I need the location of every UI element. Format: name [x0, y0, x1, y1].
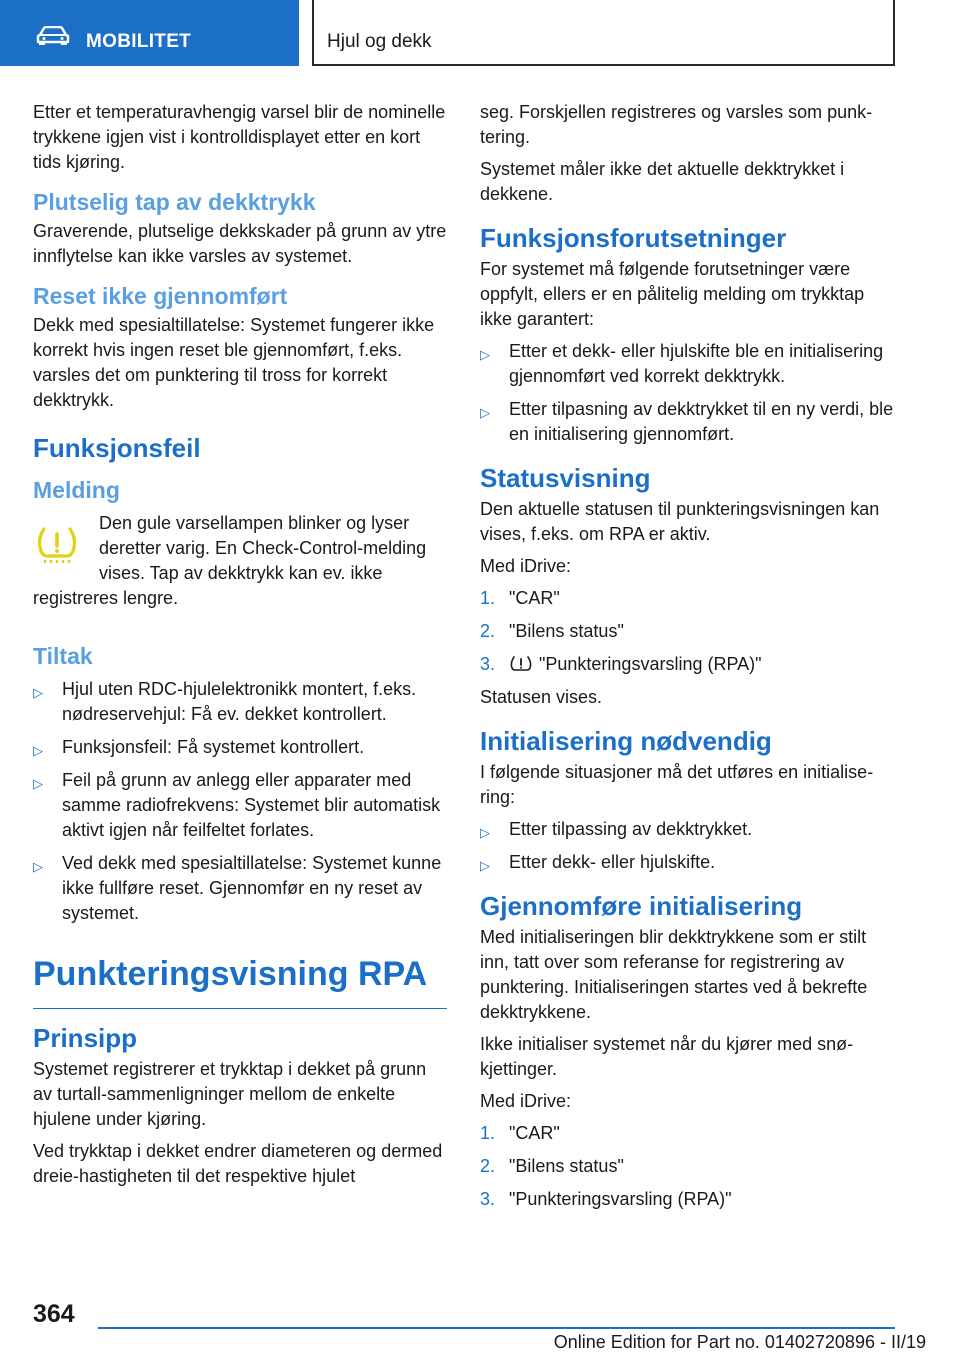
- triangle-bullet-icon: ▷: [480, 858, 490, 873]
- triangle-bullet-icon: ▷: [33, 743, 43, 758]
- heading-funksjonsforutsetninger: Funksjonsforutsetninger: [480, 223, 787, 253]
- heading-gjennomfore: Gjennomføre initialisering: [480, 891, 803, 921]
- paragraph: For systemet må følgende forutsetninger være oppfylt, ellers er en pålitelig melding om trykktap ikke garantert:: [480, 259, 865, 329]
- paragraph: seg. Forskjellen registreres og varsles som punktering.: [480, 102, 873, 147]
- heading-funksjonsfeil: Funksjonsfeil: [33, 433, 201, 463]
- paragraph: Graverende, plutselige dekkskader på grunn av ytre innflytelse kan ikke varsles av systemet.: [33, 221, 447, 266]
- tire-pressure-warning-icon: [35, 525, 79, 565]
- list-item: ▷ Funksjonsfeil: Få systemet kontrollert.: [33, 735, 447, 760]
- triangle-bullet-icon: ▷: [480, 405, 490, 420]
- subheading-melding: Melding: [33, 477, 120, 503]
- right-column: [480, 100, 894, 1220]
- triangle-bullet-icon: ▷: [33, 859, 43, 874]
- chapter-heading-rpa: Punkteringsvisning RPA: [33, 952, 447, 1009]
- footer-edition-link[interactable]: Online Edition for Part no. 01402720896 - II/19: [553, 1332, 926, 1352]
- car-icon: [36, 26, 70, 46]
- triangle-bullet-icon: ▷: [33, 685, 43, 700]
- chapter-tab-label: MOBILITET: [86, 31, 192, 52]
- warning-text-continued: registreres lengre.: [33, 588, 179, 608]
- footer-divider: [98, 1327, 895, 1329]
- list-item: 1. "CAR": [480, 588, 560, 608]
- list-item: ▷ Etter dekk- eller hjulskifte.: [480, 850, 894, 875]
- left-column: [33, 100, 447, 1196]
- page-number: 364: [33, 1300, 75, 1328]
- paragraph: Den aktuelle statusen til punkteringsvisningen kan vises, f.eks. om RPA er aktiv.: [480, 499, 880, 544]
- tire-pressure-warning-icon: [509, 655, 533, 673]
- paragraph: Etter et temperaturavhengig varsel blir de nominelle trykkene igjen vist i kontrolldisplayet etter en kort tids kjøring.: [33, 102, 446, 172]
- chapter-tab[interactable]: [0, 0, 299, 66]
- list-item: 2. "Bilens status": [480, 621, 624, 641]
- subheading-plutselig: Plutselig tap av dekktrykk: [33, 189, 316, 215]
- subheading-reset: Reset ikke gjennomført: [33, 283, 288, 309]
- warning-message-block: [33, 511, 447, 611]
- list-item: ▷ Etter et dekk- eller hjulskifte ble en initialisering gjennomført ved korrekt dekktrykk.: [480, 341, 884, 386]
- triangle-bullet-icon: ▷: [480, 347, 490, 362]
- heading-initialisering: Initialisering nødvendig: [480, 726, 772, 756]
- list-item: 2. "Bilens status": [480, 1156, 624, 1176]
- list-item: ▷ Feil på grunn av anlegg eller apparater med samme radiofrekvens: Systemet blir automatisk aktivt igjen når feilfeltet forlates.: [33, 770, 441, 840]
- paragraph: Dekk med spesialtillatelse: Systemet fungerer ikke korrekt hvis ingen reset ble gjennomført, f.eks. varsles det om punktering til tross for korrekt dekktrykk.: [33, 315, 435, 410]
- paragraph: Ikke initialiser systemet når du kjører med snøkjettinger.: [480, 1034, 854, 1079]
- heading-prinsipp: Prinsipp: [33, 1023, 138, 1053]
- list-item: 3. "Punkteringsvarsling (RPA)": [480, 654, 762, 674]
- section-title: Hjul og dekk: [327, 31, 432, 52]
- tiltak-list: [33, 677, 447, 926]
- heading-statusvisning: Statusvisning: [480, 463, 651, 493]
- paragraph: I følgende situasjoner må det utføres en initialisering:: [480, 762, 874, 807]
- list-item: ▷ Ved dekk med spesialtillatelse: Systemet kunne ikke fullføre reset. Gjennomfør en ny reset av systemet.: [33, 853, 442, 923]
- paragraph: Statusen vises.: [480, 687, 603, 707]
- initialisering-list: [480, 817, 894, 875]
- paragraph: Systemet måler ikke det aktuelle dekktrykket i dekkene.: [480, 159, 845, 204]
- triangle-bullet-icon: ▷: [33, 776, 43, 791]
- paragraph: Systemet registrerer et trykktap i dekket på grunn av turtall-sammenligninger mellom de enkelte hjulene under kjøring.: [33, 1059, 427, 1129]
- idrive-steps-init: [480, 1121, 894, 1212]
- paragraph: Med initialiseringen blir dekktrykkene som er stilt inn, tatt over som referanse for registrering av punktering. Initialiseringen startes ved å bekrefte dekktrykkene.: [480, 927, 868, 1022]
- forutsetninger-list: [480, 339, 894, 447]
- list-item: 3. "Punkteringsvarsling (RPA)": [480, 1189, 732, 1209]
- paragraph: Med iDrive:: [480, 556, 572, 576]
- warning-text: Den gule varsellampen blinker og lyser deretter varig. En Check-Control-melding vises. Tap av dekktrykk kan ev. ikke: [99, 513, 427, 583]
- list-item: ▷ Etter tilpasning av dekktrykket til en ny verdi, ble en initialisering gjennomført.: [480, 399, 894, 444]
- list-item: ▷ Etter tilpassing av dekktrykket.: [480, 817, 894, 842]
- idrive-steps-status: [480, 586, 894, 677]
- triangle-bullet-icon: ▷: [480, 825, 490, 840]
- section-header: [312, 0, 895, 66]
- subheading-tiltak: Tiltak: [33, 643, 93, 669]
- paragraph: Med iDrive:: [480, 1091, 572, 1111]
- list-item: 1. "CAR": [480, 1123, 560, 1143]
- list-item: ▷ Hjul uten RDC-hjulelektronikk montert, f.eks. nødreservehjul: Få ev. dekket kontrollert.: [33, 679, 417, 724]
- paragraph: Ved trykktap i dekket endrer diameteren og dermed dreie-hastigheten til det respektive hjulet: [33, 1141, 443, 1186]
